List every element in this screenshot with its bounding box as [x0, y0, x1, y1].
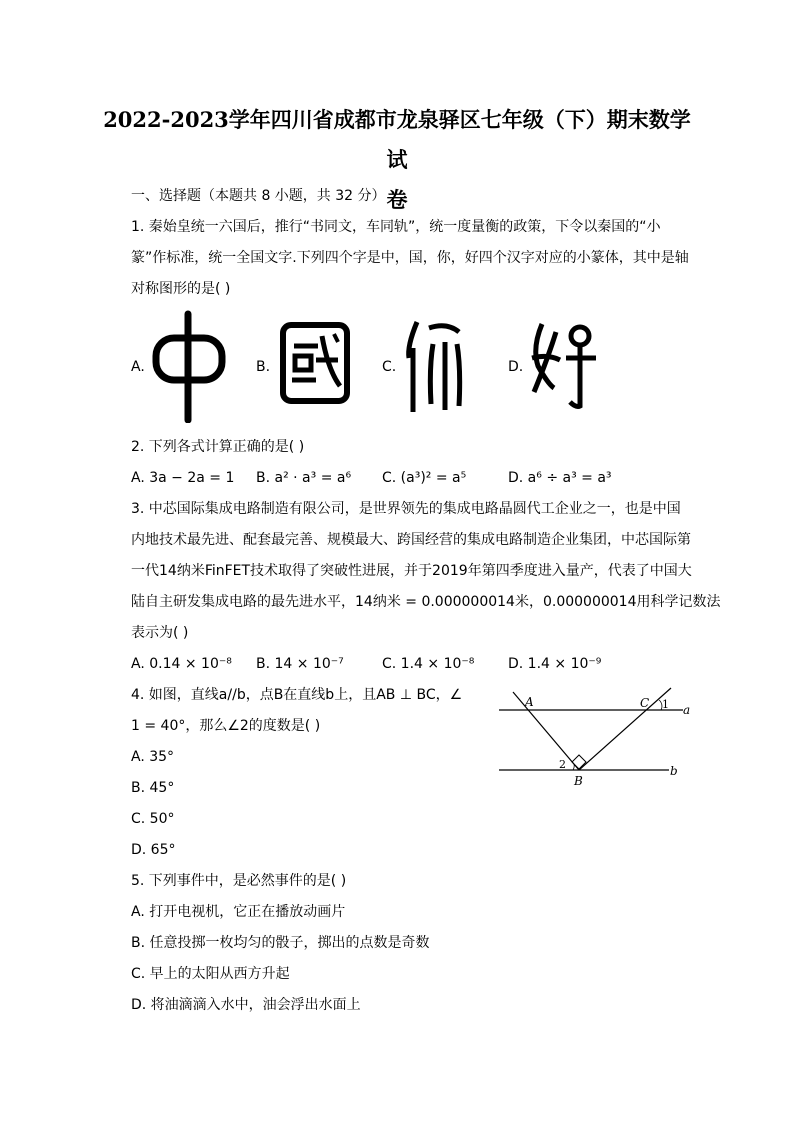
q4-stem-line-2: 1 = 40°，那么∠2的度数是( ) [131, 718, 321, 734]
label-point-c: C [640, 696, 650, 710]
q2-option-c: C. (a³)² = a⁵ [382, 470, 467, 486]
seal-char-guo [278, 320, 354, 406]
q4-stem-line-1: 4. 如图，直线a//b，点B在直线b上，且AB ⊥ BC，∠ [131, 687, 463, 703]
q5-option-c: C. 早上的太阳从西方升起 [131, 966, 290, 982]
q3-stem-line-3: 一代14纳米FinFET技术取得了突破性进展，并于2019年第四季度进入量产，代表了中国大 [131, 563, 692, 579]
title-line-1: 2022-2023学年四川省成都市龙泉驿区七年级（下）期末数学试 [103, 107, 691, 172]
title-line-2: 卷 [386, 187, 408, 212]
angle-2-arc [573, 764, 574, 770]
q5-option-a: A. 打开电视机，它正在播放动画片 [131, 904, 346, 920]
seal-char-zhong [150, 308, 230, 423]
q3-option-a: A. 0.14 × 10⁻⁸ [131, 656, 232, 672]
q2-option-a: A. 3a − 2a = 1 [131, 470, 235, 486]
label-line-b: b [670, 764, 678, 778]
q3-stem-line-5: 表示为( ) [131, 625, 189, 641]
label-line-a: a [683, 703, 691, 717]
q3-option-b: B. 14 × 10⁻⁷ [256, 656, 344, 672]
q4-figure [495, 686, 700, 791]
q1-option-a-label: A. [131, 359, 145, 375]
q1-stem-line-3: 对称图形的是( ) [131, 281, 231, 297]
q4-option-c: C. 50° [131, 811, 175, 827]
q3-option-d: D. 1.4 × 10⁻⁹ [508, 656, 602, 672]
q3-stem-line-4: 陆自主研发集成电路的最先进水平，14纳米 = 0.000000014米，0.000000014用科学记数法 [131, 594, 721, 610]
segment-ab [513, 692, 579, 770]
q3-stem-line-1: 3. 中芯国际集成电路制造有限公司，是世界领先的集成电路晶圆代工企业之一，也是中国 [131, 501, 681, 517]
q1-stem-line-1: 1. 秦始皇统一六国后，推行“书同文，车同轨”，统一度量衡的政策，下令以秦国的“小 [131, 219, 661, 235]
q5-option-d: D. 将油滴滴入水中，油会浮出水面上 [131, 997, 361, 1013]
q2-option-b: B. a² · a³ = a⁶ [256, 470, 352, 486]
q4-option-a: A. 35° [131, 749, 175, 765]
q1-option-b-label: B. [256, 359, 271, 375]
section-heading: 一、选择题（本题共 8 小题，共 32 分） [131, 188, 386, 204]
label-angle-2: 2 [559, 758, 566, 771]
q1-stem-line-2: 篆”作标准，统一全国文字.下列四个字是中，国，你，好四个汉字对应的小篆体，其中是轴 [131, 250, 689, 266]
segment-bc [579, 688, 671, 770]
q2-option-d: D. a⁶ ÷ a³ = a³ [508, 470, 612, 486]
label-angle-1: 1 [662, 698, 669, 711]
seal-char-hao [528, 318, 600, 412]
label-point-b: B [574, 774, 583, 788]
q5-option-b: B. 任意投掷一枚均匀的骰子，掷出的点数是奇数 [131, 935, 430, 951]
q3-stem-line-2: 内地技术最先进、配套最完善、规模最大、跨国经营的集成电路制造企业集团，中芯国际第 [131, 532, 691, 548]
seal-char-ni [403, 318, 465, 414]
q1-option-c-label: C. [382, 359, 397, 375]
label-point-a: A [525, 695, 534, 709]
q3-option-c: C. 1.4 × 10⁻⁸ [382, 656, 475, 672]
q4-option-b: B. 45° [131, 780, 175, 796]
q5-stem: 5. 下列事件中，是必然事件的是( ) [131, 873, 347, 889]
q2-stem: 2. 下列各式计算正确的是( ) [131, 439, 305, 455]
q4-option-d: D. 65° [131, 842, 176, 858]
q1-option-d-label: D. [508, 359, 524, 375]
